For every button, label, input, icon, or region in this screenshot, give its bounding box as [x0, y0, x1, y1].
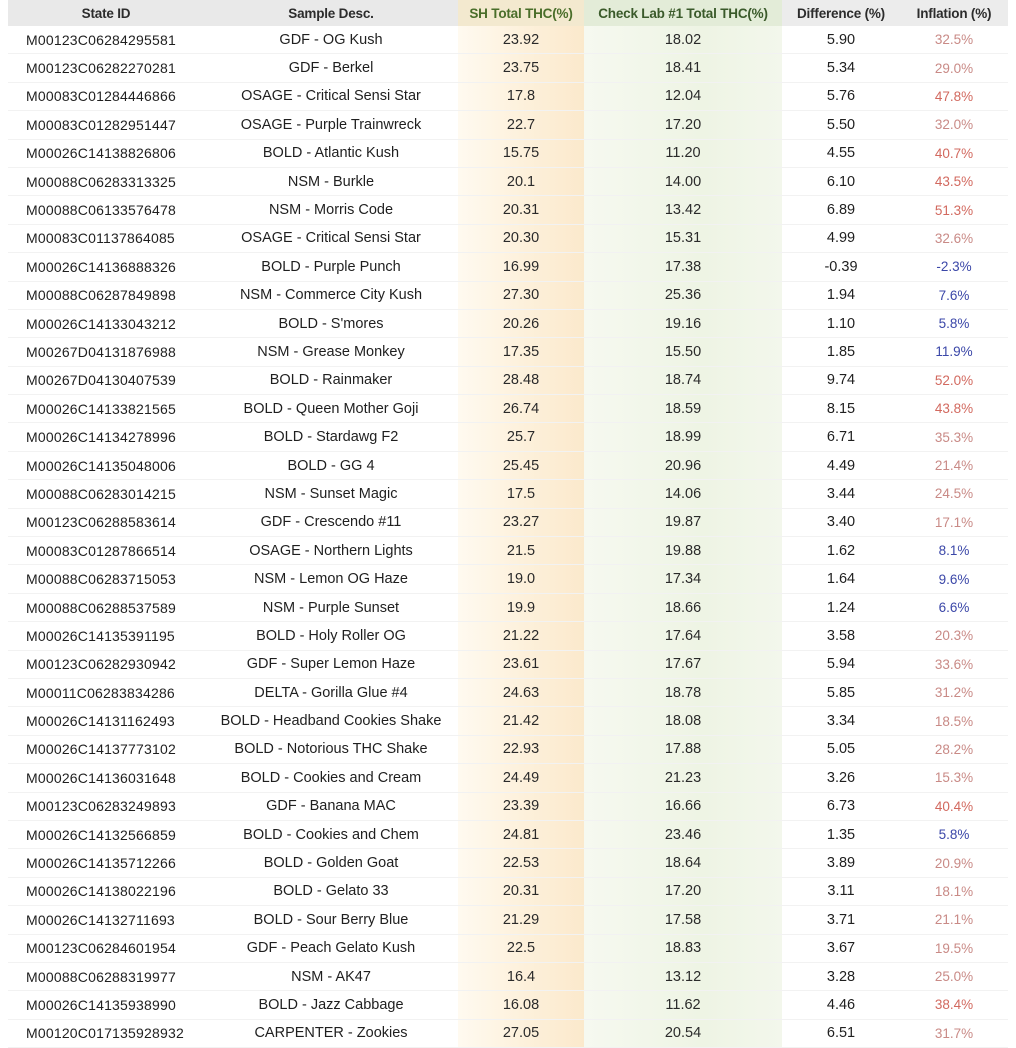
- cell-difference[interactable]: 3.44: [782, 480, 900, 508]
- cell-sample-desc[interactable]: BOLD - Purple Punch: [204, 253, 458, 281]
- cell-inflation[interactable]: 52.0%: [900, 366, 1008, 394]
- cell-state-id[interactable]: M00026C14134278996: [8, 423, 204, 451]
- cell-difference[interactable]: 1.10: [782, 309, 900, 337]
- table-row[interactable]: [8, 54, 1008, 82]
- cell-sample-desc[interactable]: GDF - Banana MAC: [204, 792, 458, 820]
- cell-check-lab-total-thc[interactable]: 18.66: [584, 593, 782, 621]
- cell-sh-total-thc[interactable]: 20.31: [458, 196, 584, 224]
- header-row: [8, 0, 1008, 26]
- cell-sh-total-thc[interactable]: 21.22: [458, 622, 584, 650]
- cell-state-id[interactable]: M00011C06283834286: [8, 678, 204, 706]
- cell-difference[interactable]: 6.89: [782, 196, 900, 224]
- table-row[interactable]: [8, 281, 1008, 309]
- cell-difference[interactable]: 3.67: [782, 934, 900, 962]
- cell-sample-desc[interactable]: BOLD - Stardawg F2: [204, 423, 458, 451]
- cell-check-lab-total-thc[interactable]: 14.06: [584, 480, 782, 508]
- cell-sample-desc[interactable]: BOLD - Cookies and Chem: [204, 820, 458, 848]
- cell-check-lab-total-thc[interactable]: 17.20: [584, 111, 782, 139]
- cell-difference[interactable]: 6.73: [782, 792, 900, 820]
- cell-sample-desc[interactable]: NSM - Lemon OG Haze: [204, 565, 458, 593]
- cell-state-id[interactable]: M00088C06287849898: [8, 281, 204, 309]
- cell-check-lab-total-thc[interactable]: 15.31: [584, 224, 782, 252]
- cell-difference[interactable]: 3.89: [782, 849, 900, 877]
- table-header: [8, 0, 1008, 26]
- cell-inflation[interactable]: 15.3%: [900, 764, 1008, 792]
- cell-inflation[interactable]: 20.3%: [900, 622, 1008, 650]
- cell-difference[interactable]: 6.71: [782, 423, 900, 451]
- cell-difference[interactable]: 3.58: [782, 622, 900, 650]
- cell-inflation[interactable]: 32.6%: [900, 224, 1008, 252]
- cell-inflation[interactable]: 40.7%: [900, 139, 1008, 167]
- table-row[interactable]: [8, 1019, 1008, 1047]
- cell-difference[interactable]: 6.10: [782, 167, 900, 195]
- table-row[interactable]: [8, 934, 1008, 962]
- cell-state-id[interactable]: M00083C01137864085: [8, 224, 204, 252]
- cell-check-lab-total-thc[interactable]: 18.41: [584, 54, 782, 82]
- cell-sample-desc[interactable]: GDF - Super Lemon Haze: [204, 650, 458, 678]
- cell-check-lab-total-thc[interactable]: 18.78: [584, 678, 782, 706]
- cell-inflation[interactable]: 32.5%: [900, 26, 1008, 54]
- cell-state-id[interactable]: M00088C06288537589: [8, 593, 204, 621]
- table-row[interactable]: [8, 565, 1008, 593]
- cell-sample-desc[interactable]: BOLD - Atlantic Kush: [204, 139, 458, 167]
- table-row[interactable]: [8, 139, 1008, 167]
- cell-sh-total-thc[interactable]: 19.0: [458, 565, 584, 593]
- cell-sh-total-thc[interactable]: 25.45: [458, 451, 584, 479]
- cell-inflation[interactable]: 6.6%: [900, 593, 1008, 621]
- table-row[interactable]: [8, 395, 1008, 423]
- cell-difference[interactable]: 3.11: [782, 877, 900, 905]
- cell-sh-total-thc[interactable]: 16.99: [458, 253, 584, 281]
- cell-sample-desc[interactable]: GDF - OG Kush: [204, 26, 458, 54]
- cell-state-id[interactable]: M00026C14132711693: [8, 906, 204, 934]
- table-body: [8, 26, 1008, 1048]
- cell-state-id[interactable]: M00083C01287866514: [8, 537, 204, 565]
- cell-sh-total-thc[interactable]: 16.08: [458, 991, 584, 1019]
- cell-sh-total-thc[interactable]: 20.26: [458, 309, 584, 337]
- cell-inflation[interactable]: 35.3%: [900, 423, 1008, 451]
- table-row[interactable]: [8, 593, 1008, 621]
- table-row[interactable]: [8, 480, 1008, 508]
- cell-difference[interactable]: 3.26: [782, 764, 900, 792]
- cell-difference[interactable]: -0.39: [782, 253, 900, 281]
- table-row[interactable]: [8, 196, 1008, 224]
- table-row[interactable]: [8, 962, 1008, 990]
- cell-sample-desc[interactable]: GDF - Crescendo #11: [204, 508, 458, 536]
- cell-state-id[interactable]: M00026C14135712266: [8, 849, 204, 877]
- cell-inflation[interactable]: 47.8%: [900, 82, 1008, 110]
- cell-check-lab-total-thc[interactable]: 19.88: [584, 537, 782, 565]
- cell-state-id[interactable]: M00026C14135048006: [8, 451, 204, 479]
- cell-difference[interactable]: 5.85: [782, 678, 900, 706]
- cell-sample-desc[interactable]: CARPENTER - Zookies: [204, 1019, 458, 1047]
- cell-difference[interactable]: 5.94: [782, 650, 900, 678]
- cell-check-lab-total-thc[interactable]: 18.64: [584, 849, 782, 877]
- cell-inflation[interactable]: 40.4%: [900, 792, 1008, 820]
- cell-sh-total-thc[interactable]: 20.1: [458, 167, 584, 195]
- cell-sample-desc[interactable]: NSM - Sunset Magic: [204, 480, 458, 508]
- header-sh-total-thc[interactable]: SH Total THC(%): [458, 0, 584, 26]
- cell-sample-desc[interactable]: BOLD - GG 4: [204, 451, 458, 479]
- cell-state-id[interactable]: M00088C06283014215: [8, 480, 204, 508]
- cell-check-lab-total-thc[interactable]: 23.46: [584, 820, 782, 848]
- table-row[interactable]: [8, 877, 1008, 905]
- cell-state-id[interactable]: M00088C06133576478: [8, 196, 204, 224]
- cell-inflation[interactable]: 20.9%: [900, 849, 1008, 877]
- table-row[interactable]: [8, 338, 1008, 366]
- cell-state-id[interactable]: M00083C01284446866: [8, 82, 204, 110]
- cell-sample-desc[interactable]: OSAGE - Northern Lights: [204, 537, 458, 565]
- cell-sample-desc[interactable]: BOLD - Gelato 33: [204, 877, 458, 905]
- cell-state-id[interactable]: M00088C06283715053: [8, 565, 204, 593]
- cell-check-lab-total-thc[interactable]: 16.66: [584, 792, 782, 820]
- cell-inflation[interactable]: 8.1%: [900, 537, 1008, 565]
- cell-check-lab-total-thc[interactable]: 13.42: [584, 196, 782, 224]
- cell-check-lab-total-thc[interactable]: 17.38: [584, 253, 782, 281]
- cell-state-id[interactable]: M00123C06282270281: [8, 54, 204, 82]
- cell-sample-desc[interactable]: BOLD - Headband Cookies Shake: [204, 707, 458, 735]
- cell-state-id[interactable]: M00123C06288583614: [8, 508, 204, 536]
- cell-sample-desc[interactable]: NSM - Commerce City Kush: [204, 281, 458, 309]
- cell-sh-total-thc[interactable]: 17.5: [458, 480, 584, 508]
- cell-sample-desc[interactable]: BOLD - Sour Berry Blue: [204, 906, 458, 934]
- cell-check-lab-total-thc[interactable]: 17.58: [584, 906, 782, 934]
- cell-inflation[interactable]: 33.6%: [900, 650, 1008, 678]
- cell-state-id[interactable]: M00026C14136888326: [8, 253, 204, 281]
- cell-sh-total-thc[interactable]: 20.31: [458, 877, 584, 905]
- cell-state-id[interactable]: M00267D04130407539: [8, 366, 204, 394]
- cell-inflation[interactable]: 38.4%: [900, 991, 1008, 1019]
- cell-check-lab-total-thc[interactable]: 12.04: [584, 82, 782, 110]
- cell-state-id[interactable]: M00026C14133043212: [8, 309, 204, 337]
- cell-sample-desc[interactable]: NSM - Grease Monkey: [204, 338, 458, 366]
- cell-sh-total-thc[interactable]: 24.81: [458, 820, 584, 848]
- cell-inflation[interactable]: 9.6%: [900, 565, 1008, 593]
- cell-inflation[interactable]: 18.5%: [900, 707, 1008, 735]
- cell-sh-total-thc[interactable]: 24.63: [458, 678, 584, 706]
- cell-inflation[interactable]: 24.5%: [900, 480, 1008, 508]
- cell-state-id[interactable]: M00026C14136031648: [8, 764, 204, 792]
- cell-sample-desc[interactable]: DELTA - Gorilla Glue #4: [204, 678, 458, 706]
- cell-difference[interactable]: 9.74: [782, 366, 900, 394]
- cell-inflation[interactable]: 5.8%: [900, 820, 1008, 848]
- cell-inflation[interactable]: 32.0%: [900, 111, 1008, 139]
- cell-sh-total-thc[interactable]: 16.4: [458, 962, 584, 990]
- table-row[interactable]: [8, 537, 1008, 565]
- cell-sh-total-thc[interactable]: 21.29: [458, 906, 584, 934]
- cell-check-lab-total-thc[interactable]: 11.62: [584, 991, 782, 1019]
- cell-check-lab-total-thc[interactable]: 21.23: [584, 764, 782, 792]
- cell-check-lab-total-thc[interactable]: 19.87: [584, 508, 782, 536]
- cell-sh-total-thc[interactable]: 27.05: [458, 1019, 584, 1047]
- cell-sh-total-thc[interactable]: 25.7: [458, 423, 584, 451]
- cell-sh-total-thc[interactable]: 15.75: [458, 139, 584, 167]
- table-row[interactable]: [8, 906, 1008, 934]
- table-row[interactable]: [8, 764, 1008, 792]
- cell-sh-total-thc[interactable]: 27.30: [458, 281, 584, 309]
- cell-state-id[interactable]: M00267D04131876988: [8, 338, 204, 366]
- cell-check-lab-total-thc[interactable]: 20.96: [584, 451, 782, 479]
- cell-difference[interactable]: 1.85: [782, 338, 900, 366]
- table-row[interactable]: [8, 451, 1008, 479]
- cell-inflation[interactable]: 51.3%: [900, 196, 1008, 224]
- header-check-lab-total-thc[interactable]: Check Lab #1 Total THC(%): [584, 0, 782, 26]
- cell-sample-desc[interactable]: OSAGE - Purple Trainwreck: [204, 111, 458, 139]
- cell-check-lab-total-thc[interactable]: 17.67: [584, 650, 782, 678]
- cell-state-id[interactable]: M00123C06284601954: [8, 934, 204, 962]
- cell-check-lab-total-thc[interactable]: 18.99: [584, 423, 782, 451]
- cell-check-lab-total-thc[interactable]: 18.08: [584, 707, 782, 735]
- table-row[interactable]: [8, 820, 1008, 848]
- cell-difference[interactable]: 5.05: [782, 735, 900, 763]
- table-row[interactable]: [8, 622, 1008, 650]
- cell-inflation[interactable]: 11.9%: [900, 338, 1008, 366]
- cell-inflation[interactable]: 21.1%: [900, 906, 1008, 934]
- cell-sh-total-thc[interactable]: 28.48: [458, 366, 584, 394]
- cell-sh-total-thc[interactable]: 23.61: [458, 650, 584, 678]
- table-row[interactable]: [8, 678, 1008, 706]
- cell-sample-desc[interactable]: BOLD - Cookies and Cream: [204, 764, 458, 792]
- cell-inflation[interactable]: 25.0%: [900, 962, 1008, 990]
- cell-sample-desc[interactable]: BOLD - Rainmaker: [204, 366, 458, 394]
- cell-sh-total-thc[interactable]: 23.39: [458, 792, 584, 820]
- cell-inflation[interactable]: 43.5%: [900, 167, 1008, 195]
- cell-difference[interactable]: 5.90: [782, 26, 900, 54]
- cell-sample-desc[interactable]: BOLD - Jazz Cabbage: [204, 991, 458, 1019]
- cell-inflation[interactable]: 7.6%: [900, 281, 1008, 309]
- cell-difference[interactable]: 3.34: [782, 707, 900, 735]
- cell-difference[interactable]: 5.34: [782, 54, 900, 82]
- cell-sh-total-thc[interactable]: 22.7: [458, 111, 584, 139]
- cell-difference[interactable]: 3.40: [782, 508, 900, 536]
- cell-sample-desc[interactable]: BOLD - Notorious THC Shake: [204, 735, 458, 763]
- cell-difference[interactable]: 6.51: [782, 1019, 900, 1047]
- cell-inflation[interactable]: 28.2%: [900, 735, 1008, 763]
- cell-sh-total-thc[interactable]: 23.92: [458, 26, 584, 54]
- cell-sample-desc[interactable]: NSM - Morris Code: [204, 196, 458, 224]
- cell-sample-desc[interactable]: OSAGE - Critical Sensi Star: [204, 82, 458, 110]
- table-row[interactable]: [8, 650, 1008, 678]
- cell-inflation[interactable]: 29.0%: [900, 54, 1008, 82]
- table-row[interactable]: [8, 849, 1008, 877]
- table-row[interactable]: [8, 508, 1008, 536]
- table-row[interactable]: [8, 253, 1008, 281]
- cell-check-lab-total-thc[interactable]: 13.12: [584, 962, 782, 990]
- cell-state-id[interactable]: M00026C14137773102: [8, 735, 204, 763]
- cell-inflation[interactable]: 31.2%: [900, 678, 1008, 706]
- cell-inflation[interactable]: 5.8%: [900, 309, 1008, 337]
- header-inflation[interactable]: Inflation (%): [900, 0, 1008, 26]
- cell-state-id[interactable]: M00026C14132566859: [8, 820, 204, 848]
- cell-check-lab-total-thc[interactable]: 11.20: [584, 139, 782, 167]
- cell-difference[interactable]: 4.55: [782, 139, 900, 167]
- cell-sample-desc[interactable]: NSM - Purple Sunset: [204, 593, 458, 621]
- cell-sh-total-thc[interactable]: 21.42: [458, 707, 584, 735]
- cell-inflation[interactable]: -2.3%: [900, 253, 1008, 281]
- table-row[interactable]: [8, 991, 1008, 1019]
- cell-sample-desc[interactable]: NSM - AK47: [204, 962, 458, 990]
- table-row[interactable]: [8, 224, 1008, 252]
- cell-state-id[interactable]: M00123C06284295581: [8, 26, 204, 54]
- table-row[interactable]: [8, 735, 1008, 763]
- cell-state-id[interactable]: M00088C06288319977: [8, 962, 204, 990]
- cell-difference[interactable]: 1.94: [782, 281, 900, 309]
- cell-state-id[interactable]: M00083C01282951447: [8, 111, 204, 139]
- cell-sh-total-thc[interactable]: 24.49: [458, 764, 584, 792]
- cell-difference[interactable]: 5.76: [782, 82, 900, 110]
- cell-check-lab-total-thc[interactable]: 18.02: [584, 26, 782, 54]
- cell-check-lab-total-thc[interactable]: 14.00: [584, 167, 782, 195]
- table-row[interactable]: [8, 423, 1008, 451]
- table-row[interactable]: [8, 792, 1008, 820]
- cell-state-id[interactable]: M00026C14138022196: [8, 877, 204, 905]
- cell-inflation[interactable]: 19.5%: [900, 934, 1008, 962]
- cell-sh-total-thc[interactable]: 26.74: [458, 395, 584, 423]
- cell-inflation[interactable]: 17.1%: [900, 508, 1008, 536]
- cell-difference[interactable]: 4.49: [782, 451, 900, 479]
- cell-difference[interactable]: 1.62: [782, 537, 900, 565]
- cell-check-lab-total-thc[interactable]: 19.16: [584, 309, 782, 337]
- cell-inflation[interactable]: 43.8%: [900, 395, 1008, 423]
- cell-state-id[interactable]: M00026C14135391195: [8, 622, 204, 650]
- cell-difference[interactable]: 3.71: [782, 906, 900, 934]
- cell-sh-total-thc[interactable]: 22.53: [458, 849, 584, 877]
- cell-sh-total-thc[interactable]: 23.27: [458, 508, 584, 536]
- cell-sh-total-thc[interactable]: 20.30: [458, 224, 584, 252]
- cell-sample-desc[interactable]: OSAGE - Critical Sensi Star: [204, 224, 458, 252]
- cell-difference[interactable]: 1.35: [782, 820, 900, 848]
- table-row[interactable]: [8, 167, 1008, 195]
- table-row[interactable]: [8, 707, 1008, 735]
- table-row[interactable]: [8, 366, 1008, 394]
- cell-sample-desc[interactable]: GDF - Berkel: [204, 54, 458, 82]
- cell-difference[interactable]: 4.46: [782, 991, 900, 1019]
- cell-check-lab-total-thc[interactable]: 17.34: [584, 565, 782, 593]
- cell-check-lab-total-thc[interactable]: 18.59: [584, 395, 782, 423]
- cell-state-id[interactable]: M00088C06283313325: [8, 167, 204, 195]
- table-row[interactable]: [8, 111, 1008, 139]
- cell-sh-total-thc[interactable]: 23.75: [458, 54, 584, 82]
- cell-sample-desc[interactable]: BOLD - Queen Mother Goji: [204, 395, 458, 423]
- cell-sample-desc[interactable]: BOLD - S'mores: [204, 309, 458, 337]
- cell-difference[interactable]: 3.28: [782, 962, 900, 990]
- cell-state-id[interactable]: M00026C14135938990: [8, 991, 204, 1019]
- header-difference[interactable]: Difference (%): [782, 0, 900, 26]
- cell-sample-desc[interactable]: GDF - Peach Gelato Kush: [204, 934, 458, 962]
- cell-difference[interactable]: 8.15: [782, 395, 900, 423]
- cell-check-lab-total-thc[interactable]: 20.54: [584, 1019, 782, 1047]
- table-row[interactable]: [8, 309, 1008, 337]
- cell-state-id[interactable]: M00120C017135928932: [8, 1019, 204, 1047]
- cell-check-lab-total-thc[interactable]: 18.83: [584, 934, 782, 962]
- cell-difference[interactable]: 1.24: [782, 593, 900, 621]
- cell-state-id[interactable]: M00026C14138826806: [8, 139, 204, 167]
- cell-sh-total-thc[interactable]: 22.93: [458, 735, 584, 763]
- cell-sh-total-thc[interactable]: 22.5: [458, 934, 584, 962]
- cell-inflation[interactable]: 18.1%: [900, 877, 1008, 905]
- cell-check-lab-total-thc[interactable]: 18.74: [584, 366, 782, 394]
- cell-sample-desc[interactable]: NSM - Burkle: [204, 167, 458, 195]
- cell-state-id[interactable]: M00026C14133821565: [8, 395, 204, 423]
- table-row[interactable]: [8, 26, 1008, 54]
- cell-check-lab-total-thc[interactable]: 15.50: [584, 338, 782, 366]
- cell-check-lab-total-thc[interactable]: 17.88: [584, 735, 782, 763]
- cell-state-id[interactable]: M00123C06282930942: [8, 650, 204, 678]
- cell-sh-total-thc[interactable]: 21.5: [458, 537, 584, 565]
- cell-difference[interactable]: 5.50: [782, 111, 900, 139]
- cell-sh-total-thc[interactable]: 17.8: [458, 82, 584, 110]
- cell-check-lab-total-thc[interactable]: 17.64: [584, 622, 782, 650]
- table-row[interactable]: [8, 82, 1008, 110]
- cell-sh-total-thc[interactable]: 19.9: [458, 593, 584, 621]
- cell-difference[interactable]: 4.99: [782, 224, 900, 252]
- header-sample-desc[interactable]: Sample Desc.: [204, 0, 458, 26]
- cell-sample-desc[interactable]: BOLD - Holy Roller OG: [204, 622, 458, 650]
- cell-difference[interactable]: 1.64: [782, 565, 900, 593]
- cell-inflation[interactable]: 31.7%: [900, 1019, 1008, 1047]
- header-state-id[interactable]: State ID: [8, 0, 204, 26]
- thc-comparison-table: [8, 0, 1008, 1048]
- cell-state-id[interactable]: M00123C06283249893: [8, 792, 204, 820]
- cell-state-id[interactable]: M00026C14131162493: [8, 707, 204, 735]
- cell-check-lab-total-thc[interactable]: 17.20: [584, 877, 782, 905]
- cell-inflation[interactable]: 21.4%: [900, 451, 1008, 479]
- cell-sample-desc[interactable]: BOLD - Golden Goat: [204, 849, 458, 877]
- cell-sh-total-thc[interactable]: 17.35: [458, 338, 584, 366]
- cell-check-lab-total-thc[interactable]: 25.36: [584, 281, 782, 309]
